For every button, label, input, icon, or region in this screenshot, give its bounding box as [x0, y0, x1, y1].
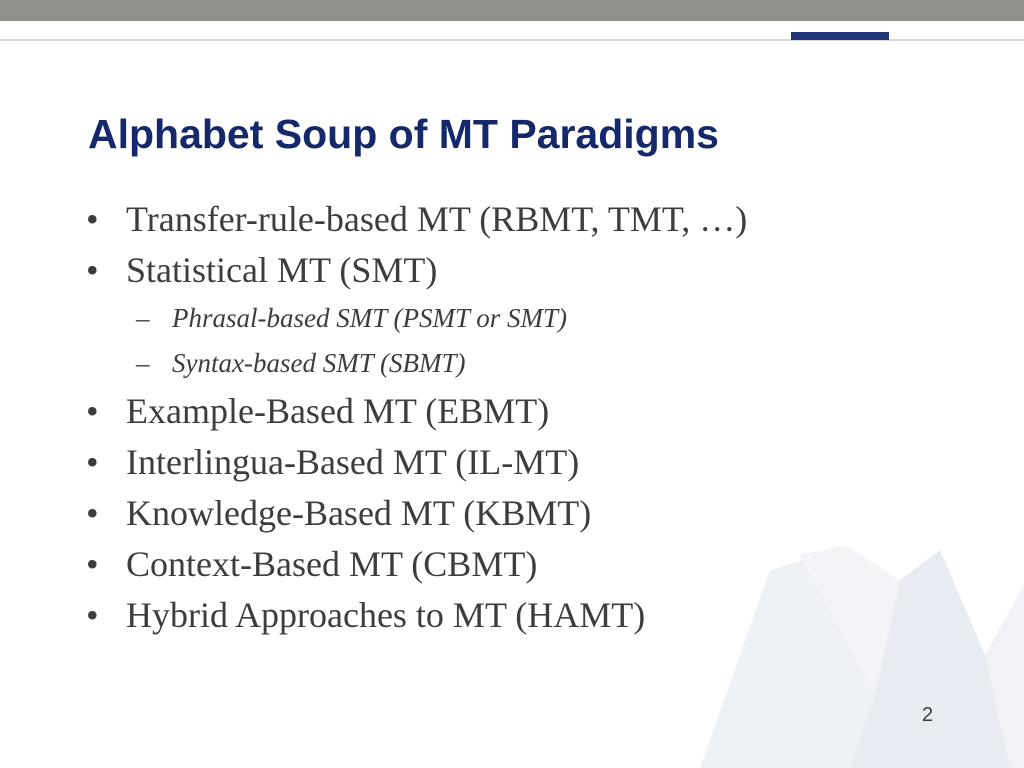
bullet-text: Statistical MT (SMT): [126, 250, 438, 290]
bullet-text: Interlingua-Based MT (IL-MT): [126, 442, 580, 482]
bullet-list: [86, 194, 966, 641]
bullet-marker: •: [86, 391, 99, 431]
bullet-marker: •: [86, 442, 99, 482]
page-number: 2: [922, 704, 934, 726]
sub-bullet-text: Syntax-based SMT (SBMT): [172, 348, 466, 378]
top-band: [0, 0, 1024, 21]
bullet-text: Transfer-rule-based MT (RBMT, TMT, …): [126, 199, 748, 239]
bullet-text: Hybrid Approaches to MT (HAMT): [126, 595, 646, 635]
bullet-item: [86, 245, 966, 296]
sub-bullet-item: [86, 296, 966, 341]
accent-bar: [791, 32, 889, 40]
bullet-text: Knowledge-Based MT (KBMT): [126, 493, 592, 533]
sub-bullet-item: [86, 341, 966, 386]
bullet-marker: •: [86, 493, 99, 533]
bullet-item: [86, 539, 966, 590]
bullet-item: [86, 488, 966, 539]
bullet-text: Example-Based MT (EBMT): [126, 391, 550, 431]
slide-title: Alphabet Soup of MT Paradigms: [88, 111, 719, 157]
sub-bullet-marker: –: [136, 303, 150, 333]
bullet-item: [86, 194, 966, 245]
bullet-item: [86, 437, 966, 488]
bullet-item: [86, 590, 966, 641]
sub-bullet-marker: –: [136, 348, 150, 378]
sub-bullet-text: Phrasal-based SMT (PSMT or SMT): [172, 303, 568, 333]
bullet-item: [86, 386, 966, 437]
bullet-text: Context-Based MT (CBMT): [126, 544, 538, 584]
bullet-marker: •: [86, 544, 99, 584]
bullet-marker: •: [86, 199, 99, 239]
bullet-marker: •: [86, 595, 99, 635]
bullet-marker: •: [86, 250, 99, 290]
